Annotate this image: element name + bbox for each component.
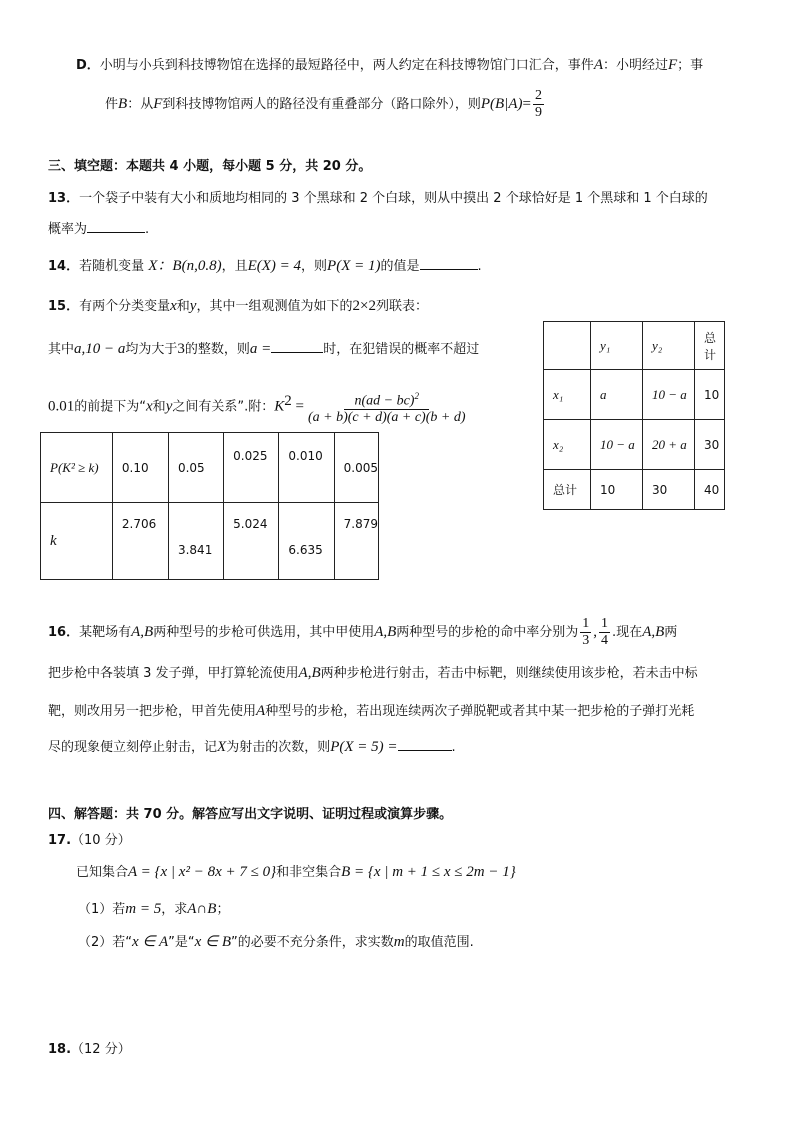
table-cell: 0.10 [112,433,168,503]
table-header: y₂ [643,322,695,370]
table-cell: 2.706 [112,503,168,580]
q13-line2: 概率为 . [48,222,150,237]
table-cell: 10 [695,370,725,420]
table-cell: 30 [643,470,695,510]
table-cell: x₁ [544,370,591,420]
hit-rate-b: $\frac{1}{4}$ [601,616,609,648]
q15-line1: 15．有两个分类变量x和y，其中一组观测值为如下的2×2列联表： [48,298,428,314]
answer-fraction: $\frac{2}{9}$ [534,88,542,120]
q17-number: 17. [48,833,72,848]
option-d-line2: 件B：从F到科技博物馆两人的路径没有重叠部分（路口除外），则P(B|A)= $\frac{2}{9}$ [105,88,542,120]
q17-title [48,832,131,850]
table-header: y₁ [591,322,643,370]
q18-score: （12 分） [71,1042,131,1057]
q17-part1: （1）若m = 5，求A∩B； [78,901,230,917]
q13-number: 13． [48,191,80,206]
hit-rate-a: $\frac{1}{3}$ [582,616,590,648]
chi-square-formula: $\frac{n(ad - bc)^2}{(a + b)(c + d)(a + c)(b + d)}$ [306,388,468,427]
table-cell: 30 [695,420,725,470]
q18-title [48,1041,131,1059]
row-label-k: k [41,503,113,580]
table-row [544,370,725,420]
q16-line1: 16．某靶场有A,B两种型号的步枪可供选用，其中甲使用A,B两种型号的步枪的命中率分别为 $\frac{1}{3}$ , $\frac{1}{4}$ .现在A,B两 [48,616,678,648]
q13-line1: 13．一个袋子中装有大小和质地均相同的 3 个黑球和 2 个白球，则从中摸出 2 个球恰好是 1 个黑球和 1 个白球的 [48,191,708,206]
q16-line3: 靶，则改用另一把步枪，甲首先使用A种型号的步枪，若出现连续两次子弹脱靶或者其中某一把步枪的子弹打光耗 [48,703,695,719]
set-a: A = {x | x² − 8x + 7 ≤ 0} [128,864,277,880]
section-3-header: 三、填空题：本题共 4 小题，每小题 5 分，共 20 分。 [48,159,372,174]
table-cell: 6.635 [279,503,334,580]
table-cell: 3.841 [168,503,223,580]
q14-number: 14． [48,259,80,274]
q13-answer-blank[interactable] [87,220,145,233]
q15-number: 15． [48,299,80,314]
q17-score: （10 分） [71,833,131,848]
q17-stem: 已知集合A = {x | x² − 8x + 7 ≤ 0}和非空集合B = {x | m + 1 ≤ x ≤ 2m − 1} [76,864,516,880]
table-row [544,322,725,370]
section-4-header: 四、解答题：共 70 分。解答应写出文字说明、证明过程或演算步骤。 [48,807,453,822]
option-d-label: D． [76,58,100,73]
q16-answer-blank[interactable] [398,738,452,751]
q15-line3: 0.01的前提下为“x和y之间有关系”.附：$K^2$ = $\frac{n(ad - bc)^2}{(a + b)(c + d)(a + c)(b + d)}$ [48,384,469,426]
q18-number: 18. [48,1042,72,1057]
table-row [544,420,725,470]
table-cell: 0.05 [168,433,223,503]
row-label-p: P(K² ≥ k) [41,433,113,503]
q14-answer-blank[interactable] [420,257,478,270]
option-d-line1: D．小明与小兵到科技博物馆在选择的最短路径中，两人约定在科技博物馆门口汇合，事件A：小明经过F；事 [76,57,704,73]
q16-number: 16． [48,625,80,640]
table-cell: 0.005 [334,433,378,503]
table-cell: 5.024 [224,503,279,580]
table-cell: a [591,370,643,420]
table-cell: 总计 [544,470,591,510]
table-cell: 10 [591,470,643,510]
q15-line2: 其中a,10 − a均为大于3的整数，则a = 时，在犯错误的概率不超过 [48,341,480,357]
q16-line4: 尽的现象便立刻停止射击，记X为射击的次数，则P(X = 5) = . [48,739,456,755]
contingency-table [543,321,725,510]
q17-part2: （2）若“x ∈ A”是“x ∈ B”的必要不充分条件，求实数m的取值范围. [78,934,474,950]
prob-b-given-a: P(B|A) [480,96,523,112]
table-cell: 40 [695,470,725,510]
table-cell: 10 − a [643,370,695,420]
critical-value-table [40,432,379,580]
set-b: B = {x | m + 1 ≤ x ≤ 2m − 1} [341,864,516,880]
q16-line2: 把步枪中各装填 3 发子弹，甲打算轮流使用A,B两种步枪进行射击，若击中标靶，则继续使用该步枪，若未击中标 [48,665,698,681]
table-row [41,433,379,503]
table-cell [544,322,591,370]
table-row [544,470,725,510]
q14-line: 14．若随机变量 X：B(n,0.8)，且E(X) = 4，则P(X = 1)的值是 . [48,258,482,274]
table-cell: x₂ [544,420,591,470]
table-cell: 7.879 [334,503,378,580]
table-cell: 0.010 [279,433,334,503]
table-header: 总计 [695,322,725,370]
q15-answer-blank[interactable] [271,340,323,353]
table-cell: 0.025 [224,433,279,503]
table-cell: 10 − a [591,420,643,470]
table-cell: 20 + a [643,420,695,470]
table-row [41,503,379,580]
